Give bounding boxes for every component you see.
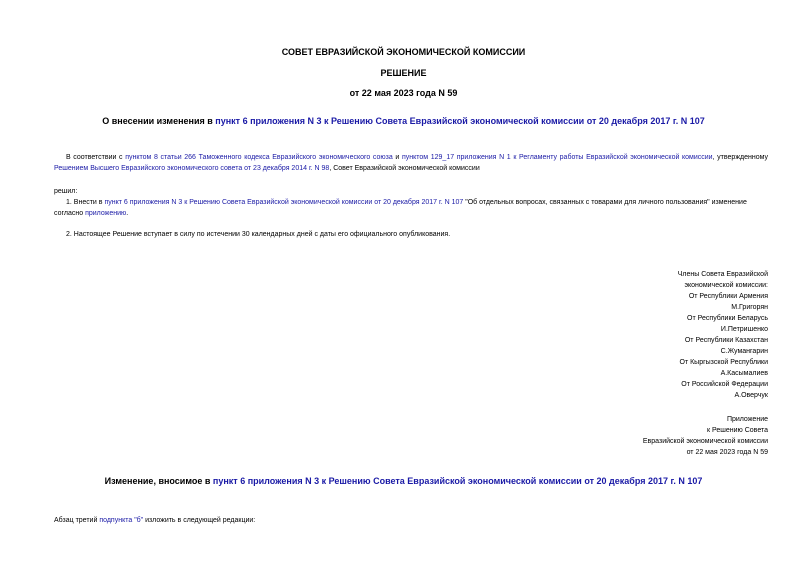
item1-text-3: согласно <box>54 210 86 217</box>
item1-link-point-6[interactable]: пункт 6 приложения N 3 к Решению Совета Евразийской экономической комиссии от 20 декабря 2017 г. N 107 <box>104 199 464 206</box>
change-title-prefix: Изменение, вносимое в <box>104 476 213 486</box>
signature-line: А.Оверчук <box>734 392 768 399</box>
header-org: СОВЕТ ЕВРАЗИЙСКОЙ ЭКОНОМИЧЕСКОЙ КОМИССИИ <box>281 47 526 57</box>
signature-line: От Республики Казахстан <box>684 337 768 344</box>
signature-line: И.Петришенко <box>720 326 768 333</box>
change-title <box>0 476 807 486</box>
item1-text-1: 1. Внести в <box>66 199 105 206</box>
signature-line: С.Жумангарин <box>720 348 768 355</box>
item1-link-appendix[interactable]: приложению <box>85 210 127 217</box>
title-prefix: О внесении изменения в <box>102 116 216 126</box>
preamble-link-regulation[interactable]: пунктом 129_17 приложения N 1 к Регламенту работы Евразийской экономической комиссии <box>401 154 713 161</box>
document-title <box>0 116 807 126</box>
signature-line: От Республики Беларусь <box>687 315 768 322</box>
item-1 <box>54 197 768 219</box>
item1-text-2: "Об отдельных вопросах, связанных с товарами для личного пользования" изменение <box>463 199 747 206</box>
signature-line: От Кыргызской Республики <box>679 359 768 366</box>
change-title-link[interactable]: пункт 6 приложения N 3 к Решению Совета Евразийской экономической комиссии от 20 декабря 2017 г. N 107 <box>212 476 703 486</box>
last-para-text-2: изложить в следующей редакции: <box>143 517 256 524</box>
appendix-line: от 22 мая 2023 года N 59 <box>686 449 768 456</box>
signature-line: От Российской Федерации <box>681 381 768 388</box>
last-para-text-1: Абзац третий <box>54 517 100 524</box>
last-para-link[interactable]: подпункта "б" <box>99 517 144 524</box>
appendix-line: Евразийской экономической комиссии <box>642 438 768 445</box>
preamble-text-1: В соответствии с <box>66 154 126 161</box>
appendix-note <box>643 414 768 458</box>
signature-block <box>678 269 768 401</box>
decided-label: решил: <box>54 188 78 195</box>
preamble-text-4: , Совет Евразийской экономической комиссии <box>329 165 480 172</box>
preamble-text-3: , утвержденному <box>712 154 768 161</box>
appendix-line: Приложение <box>726 416 768 423</box>
signature-line: экономической комиссии: <box>684 282 768 289</box>
signature-line: М.Григорян <box>731 304 768 311</box>
item1-text-4: . <box>126 210 129 217</box>
header-date: от 22 мая 2023 года N 59 <box>349 88 458 98</box>
signature-line: А.Касымалиев <box>720 370 768 377</box>
preamble-text-2: и <box>392 154 402 161</box>
signature-line: От Республики Армения <box>688 293 768 300</box>
appendix-line: к Решению Совета <box>706 427 768 434</box>
item-2: 2. Настоящее Решение вступает в силу по истечении 30 календарных дней с даты его официального опубликования. <box>66 231 451 238</box>
title-link[interactable]: пункт 6 приложения N 3 к Решению Совета Евразийской экономической комиссии от 20 декабря 2017 г. N 107 <box>215 116 705 126</box>
preamble <box>54 152 768 174</box>
preamble-link-tk-article[interactable]: пунктом 8 статьи 266 Таможенного кодекса Евразийского экономического союза <box>125 154 393 161</box>
last-paragraph <box>54 515 255 526</box>
signature-line: Члены Совета Евразийской <box>677 271 768 278</box>
header-doc-type: РЕШЕНИЕ <box>380 68 427 78</box>
preamble-link-decision-98[interactable]: Решением Высшего Евразийского экономического совета от 23 декабря 2014 г. N 98 <box>54 165 330 172</box>
